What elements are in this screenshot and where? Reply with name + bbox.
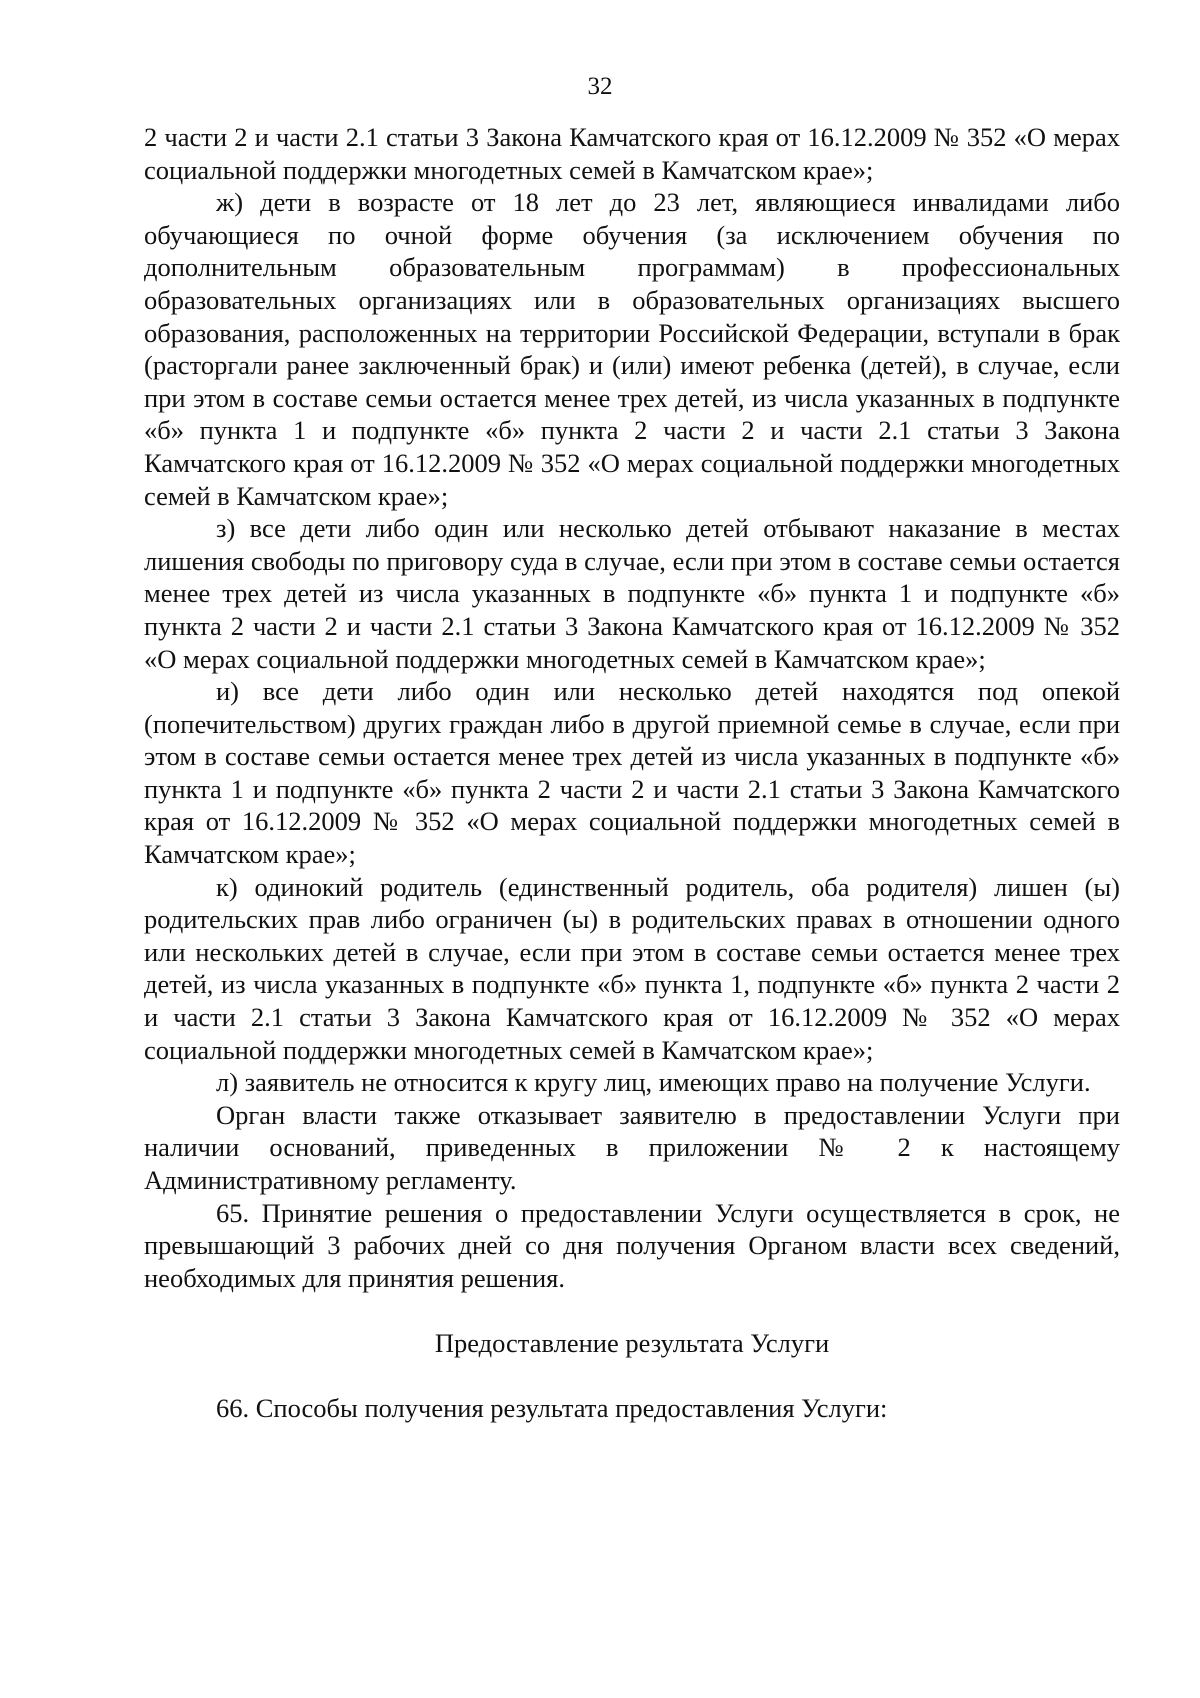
paragraph-item-zh: ж) дети в возрасте от 18 лет до 23 лет, являющиеся инвалидами либо обучающиеся по очной форме обучения (за исключением обучения по дополнительным образовательным программам) в профессиональных образовательных организациях или в образовательных организациях высшего образования, расположенных на территории Российской Федерации, вступали в брак (расторгали ранее заключенный брак) и (или) имеют ребенка (детей), в случае, если при этом в составе семьи остается менее трех детей, из числа указанных в подпункте «б» пункта 1 и подпункте «б» пункта 2 части 2 и части 2.1 статьи 3 Закона Камчатского края от 16.12.2009 № 352 «О мерах социальной поддержки многодетных семей в Камчатском крае»; bbox=[144, 187, 1120, 511]
paragraph-65: 65. Принятие решения о предоставлении Услуги осуществляется в срок, не превышающий 3 рабочих дней со дня получения Органом власти всех сведений, необходимых для принятия решения. bbox=[144, 1197, 1120, 1293]
paragraph-66: 66. Способы получения результата предоставления Услуги: bbox=[216, 1392, 888, 1423]
page-number: 32 bbox=[587, 73, 613, 100]
document-body bbox=[144, 121, 1120, 1425]
paragraph-item-i: и) все дети либо один или несколько детей находятся под опекой (попечительством) других граждан либо в другой приемной семье в случае, если при этом в составе семьи остается менее трех детей из числа указанных в подпункте «б» пункта 1 и подпункте «б» пункта 2 части 2 и части 2.1 статьи 3 Закона Камчатского края от 16.12.2009 № 352 «О мерах социальной поддержки многодетных семей в Камчатском крае»; bbox=[144, 676, 1120, 870]
section-heading: Предоставление результата Услуги bbox=[434, 1328, 830, 1359]
paragraph-refusal-grounds: Орган власти также отказывает заявителю в предоставлении Услуги при наличии оснований, приведенных в приложении № 2 к настоящему Административному регламенту. bbox=[144, 1099, 1120, 1195]
paragraph-item-l: л) заявитель не относится к кругу лиц, имеющих право на получение Услуги. bbox=[216, 1067, 1091, 1098]
paragraph-continuation: 2 части 2 и части 2.1 статьи 3 Закона Камчатского края от 16.12.2009 № 352 «О мерах социальной поддержки многодетных семей в Камчатском крае»; bbox=[144, 122, 1120, 185]
paragraph-item-k: к) одинокий родитель (единственный родитель, оба родителя) лишен (ы) родительских прав либо ограничен (ы) в родительских правах в отношении одного или нескольких детей в случае, если при этом в составе семьи остается менее трех детей, из числа указанных в подпункте «б» пункта 1, подпункте «б» пункта 2 части 2 и части 2.1 статьи 3 Закона Камчатского края от 16.12.2009 № 352 «О мерах социальной поддержки многодетных семей в Камчатском крае»; bbox=[144, 871, 1120, 1065]
paragraph-item-z: з) все дети либо один или несколько детей отбывают наказание в местах лишения свободы по приговору суда в случае, если при этом в составе семьи остается менее трех детей из числа указанных в подпункте «б» пункта 1 и подпункте «б» пункта 2 части 2 и части 2.1 статьи 3 Закона Камчатского края от 16.12.2009 № 352 «О мерах социальной поддержки многодетных семей в Камчатском крае»; bbox=[144, 513, 1120, 674]
